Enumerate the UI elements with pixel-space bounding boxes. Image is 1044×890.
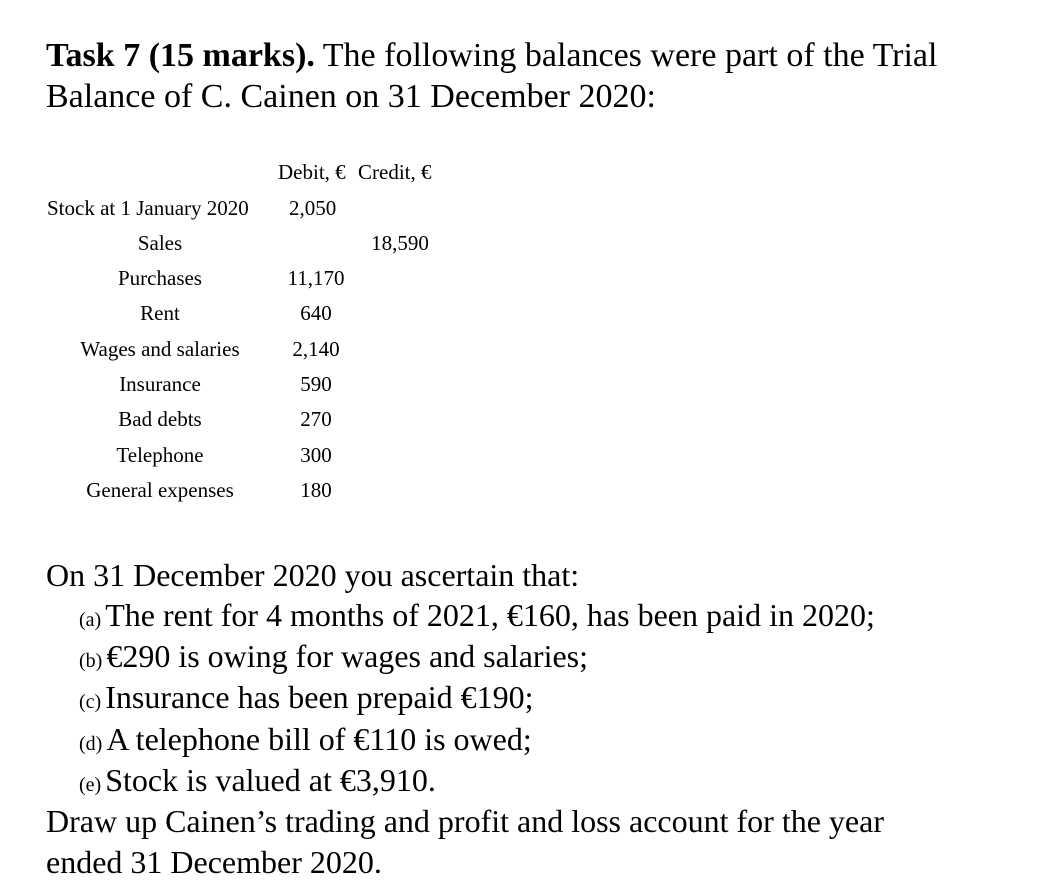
adjustments-intro: On 31 December 2020 you ascertain that: <box>46 557 580 593</box>
tb-row-debit-telephone: 300 <box>300 443 332 467</box>
credit-column-header: Credit, € <box>358 160 432 184</box>
tb-row-label-telephone: Telephone <box>116 443 204 467</box>
adjustment-item-c <box>79 677 533 722</box>
task-intro-line-2: Balance of C. Cainen on 31 December 2020: <box>46 78 656 115</box>
tb-row-label-rent: Rent <box>140 301 180 325</box>
adjustment-item-a <box>79 595 875 640</box>
adjustment-item-e <box>79 760 436 805</box>
adjustment-marker-a: (a) <box>79 609 102 631</box>
instruction-line-1: Draw up Cainen’s trading and profit and loss account for the year <box>46 803 884 839</box>
adjustment-text-b: €290 is owing for wages and salaries; <box>106 638 588 674</box>
tb-row-label-sales: Sales <box>137 231 183 255</box>
tb-row-debit-bad-debts: 270 <box>300 407 332 431</box>
tb-row-label-general-expenses: General expenses <box>86 478 234 502</box>
tb-row-label-bad-debts: Bad debts <box>118 407 202 431</box>
tb-row-debit-insurance: 590 <box>300 372 332 396</box>
tb-row-debit-stock: 2,050 <box>289 196 337 220</box>
task-title: Task 7 (15 marks). <box>46 37 315 74</box>
adjustment-marker-b: (b) <box>79 650 103 672</box>
debit-column-header: Debit, € <box>278 160 346 184</box>
tb-row-label-purchases: Purchases <box>118 266 202 290</box>
adjustment-marker-d: (d) <box>79 733 103 755</box>
tb-row-debit-purchases: 11,170 <box>287 266 345 290</box>
tb-row-label-wages: Wages and salaries <box>80 337 240 361</box>
adjustment-text-a: The rent for 4 months of 2021, €160, has been paid in 2020; <box>105 597 875 633</box>
tb-row-label-stock: Stock at 1 January 2020 <box>47 196 249 220</box>
tb-row-credit-sales: 18,590 <box>371 231 429 255</box>
adjustment-item-b <box>79 636 588 681</box>
tb-row-debit-general-expenses: 180 <box>300 478 332 502</box>
adjustment-marker-c: (c) <box>79 691 102 713</box>
tb-row-debit-wages: 2,140 <box>292 337 340 361</box>
adjustment-item-d <box>79 719 532 764</box>
adjustment-marker-e: (e) <box>79 774 102 796</box>
task-heading-line-1 <box>46 36 937 76</box>
adjustment-text-e: Stock is valued at €3,910. <box>105 762 436 798</box>
instruction-line-2: ended 31 December 2020. <box>46 844 382 880</box>
adjustment-text-d: A telephone bill of €110 is owed; <box>106 721 532 757</box>
tb-row-label-insurance: Insurance <box>119 372 201 396</box>
task-intro-line-1: The following balances were part of the Trial <box>314 37 938 74</box>
adjustment-text-c: Insurance has been prepaid €190; <box>105 679 534 715</box>
tb-row-debit-rent: 640 <box>300 301 332 325</box>
